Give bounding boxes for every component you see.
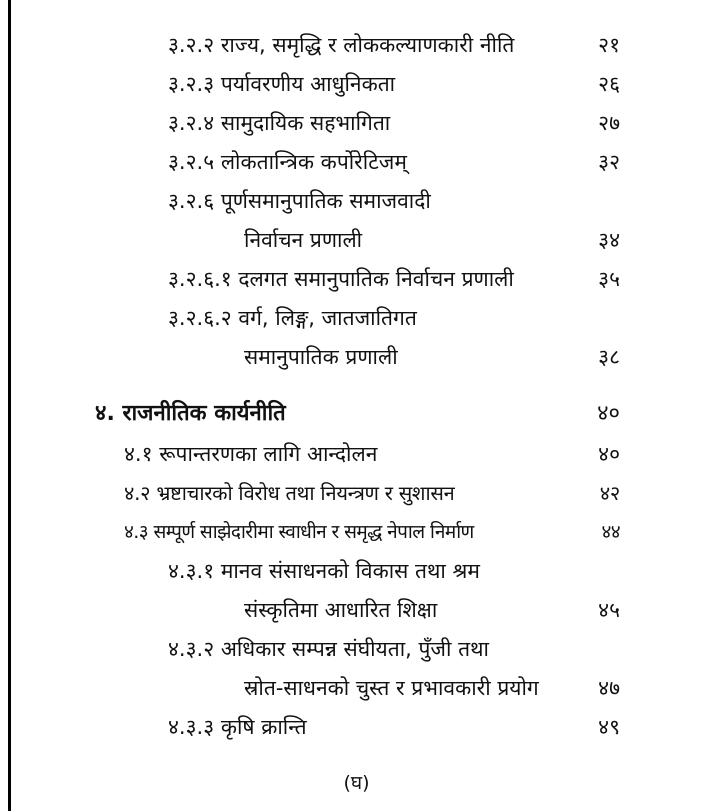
toc-entry xyxy=(0,710,713,744)
toc-entry xyxy=(0,515,713,549)
toc-entry xyxy=(0,106,713,140)
toc-entry xyxy=(0,554,713,588)
toc-entry-text: ३.२.६.२ वर्ग, लिङ्ग, जातजातिगत xyxy=(168,306,417,330)
toc-page-number: ४९ xyxy=(598,715,620,739)
toc-entry-text: ३.२.६.१ दलगत समानुपातिक निर्वाचन प्रणाली xyxy=(168,267,514,291)
toc-entry xyxy=(0,301,713,335)
toc-page-number: ३२ xyxy=(598,150,620,174)
toc-entry xyxy=(0,145,713,179)
toc-entry-text: ३.२.३ पर्यावरणीय आधुनिकता xyxy=(168,72,396,96)
toc-entry-text: स्रोत-साधनको चुस्त र प्रभावकारी प्रयोग xyxy=(244,676,539,700)
toc-entry-text: ३.२.६ पूर्णसमानुपातिक समाजवादी xyxy=(168,189,431,213)
toc-entry-text: समानुपातिक प्रणाली xyxy=(244,345,398,369)
toc-page-number: ३५ xyxy=(598,267,620,291)
toc-page-number: २६ xyxy=(598,72,620,96)
toc-entry-text: निर्वाचन प्रणाली xyxy=(244,228,363,252)
toc-entry-text: ४. राजनीतिक कार्यनीति xyxy=(95,401,286,426)
toc-entry-text: संस्कृतिमा आधारित शिक्षा xyxy=(244,598,438,622)
toc-page-number: ३८ xyxy=(598,345,620,369)
toc-entry-continuation xyxy=(0,340,713,374)
toc-entry xyxy=(0,632,713,666)
toc-page-number: २७ xyxy=(598,111,620,135)
toc-entry-text: ४.२ भ्रष्टाचारको विरोध तथा नियन्त्रण र सुशासन xyxy=(124,481,455,505)
toc-page-number: ४० xyxy=(598,442,620,466)
toc-entry-text: ४.१ रूपान्तरणका लागि आन्दोलन xyxy=(124,442,378,466)
toc-entry-text: ४.३ सम्पूर्ण साझेदारीमा स्वाधीन र समृद्ध नेपाल निर्माण xyxy=(124,521,474,543)
toc-entry-text: ४.३.१ मानव संसाधनको विकास तथा श्रम xyxy=(168,559,480,583)
toc-entry-text: ३.२.२ राज्य, समृद्धि र लोककल्याणकारी नीति xyxy=(168,33,515,57)
toc-entry xyxy=(0,437,713,471)
toc-entry-text: ४.३.२ अधिकार सम्पन्न संघीयता, पुँजी तथा xyxy=(168,637,489,661)
toc-page-number: २१ xyxy=(598,33,620,57)
toc-page-number: ३४ xyxy=(598,228,620,252)
toc-entry-continuation xyxy=(0,223,713,257)
toc-page-number: ४२ xyxy=(599,481,620,505)
toc-page-number: ४४ xyxy=(601,521,620,543)
toc-entry xyxy=(0,262,713,296)
page-marker: (घ) xyxy=(343,772,370,794)
toc-entry-text: ३.२.४ सामुदायिक सहभागिता xyxy=(168,111,391,135)
toc-page-number: ४५ xyxy=(598,598,620,622)
toc-entry xyxy=(0,476,713,510)
toc-entry-continuation xyxy=(0,593,713,627)
toc-page-number: ४० xyxy=(597,401,620,426)
toc-entry-continuation xyxy=(0,671,713,705)
toc-entry xyxy=(0,184,713,218)
toc-entry-text: ४.३.३ कृषि क्रान्ति xyxy=(168,715,307,739)
toc-chapter-heading xyxy=(0,397,713,431)
toc-entry xyxy=(0,67,713,101)
toc-page-number: ४७ xyxy=(598,676,620,700)
toc-entry-text: ३.२.५ लोकतान्त्रिक कर्पोरेटिजम् xyxy=(168,150,407,174)
toc-entry xyxy=(0,28,713,62)
